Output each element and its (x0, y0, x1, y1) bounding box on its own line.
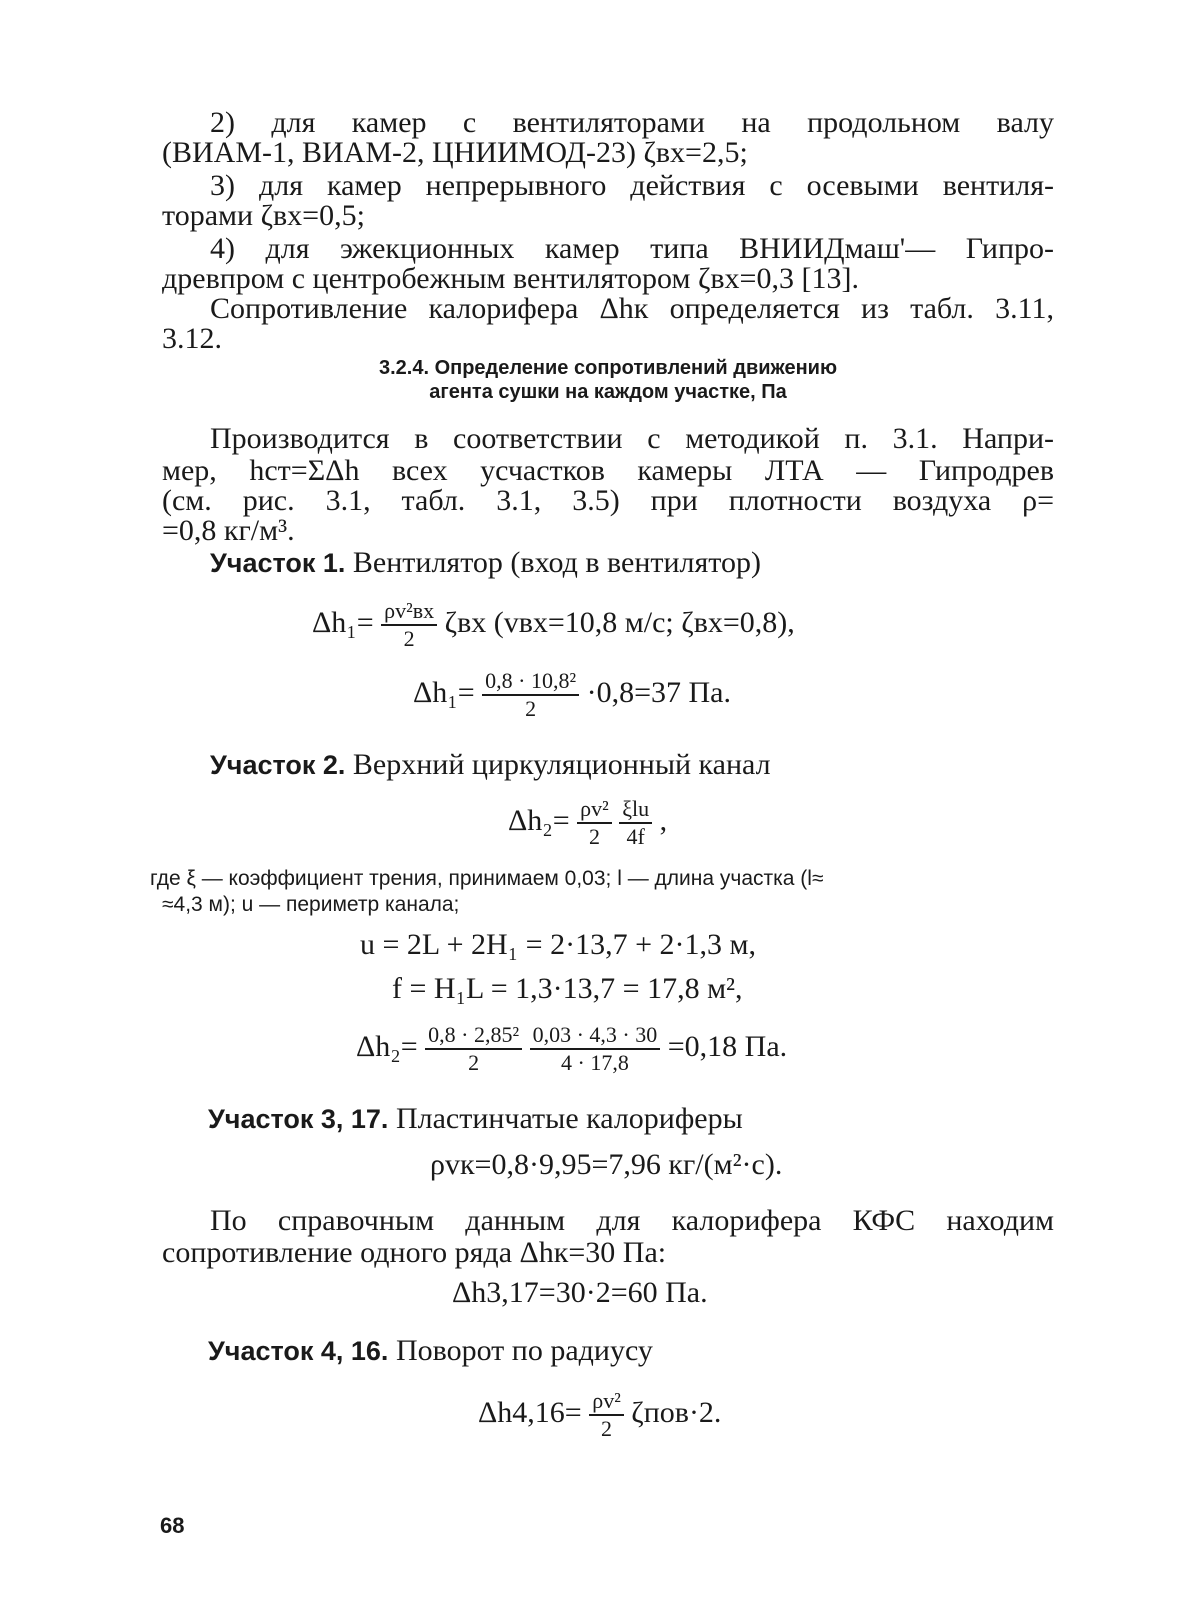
eq-rest: ζвх (vвх=10,8 м/с; ζвх=0,8), (444, 605, 795, 639)
section-heading: 3.2.4. Определение сопротивлений движению (378, 357, 838, 379)
fraction-numerator: ξlu (619, 796, 652, 824)
equation (312, 598, 795, 652)
eq-lhs: Δh₂= (508, 803, 570, 837)
fraction (530, 1022, 661, 1076)
part-heading (208, 1102, 743, 1136)
fraction (577, 796, 612, 850)
part-heading (208, 1334, 653, 1368)
fraction-denominator: 2 (601, 1416, 612, 1441)
equation (413, 668, 731, 722)
note-line: ≈4,3 м); u — периметр канала; (162, 893, 460, 916)
part-label: Участок 4, 16. (208, 1336, 389, 1366)
fraction-denominator: 2 (468, 1050, 480, 1075)
part-heading (210, 748, 771, 782)
section-heading: агента сушки на каждом участке, Па (429, 381, 787, 403)
text-line: 4) для эжекционных камер типа ВНИИДмаш'— Гипро- (210, 232, 1054, 265)
eq-rest: ·0,8=37 Па. (586, 675, 731, 709)
part-label: Участок 2. (210, 750, 346, 780)
fraction (381, 598, 437, 652)
fraction-numerator: ρv²вх (381, 598, 437, 626)
text-line: сопротивление одного ряда Δhк=30 Па: (162, 1236, 667, 1269)
text-line: =0,8 кг/м³. (162, 514, 295, 547)
part-heading (210, 546, 761, 580)
fraction-denominator: 4f (626, 824, 645, 849)
text-line: 3) для камер непрерывного действия с осевыми вентиля- (210, 169, 1054, 202)
equation: f = H₁L = 1,3·13,7 = 17,8 м², (392, 972, 743, 1005)
text-line: (ВИАМ-1, ВИАМ-2, ЦНИИМОД-23) ζвх=2,5; (162, 136, 748, 169)
fraction-denominator: 4 · 17,8 (561, 1050, 629, 1075)
fraction-denominator: 2 (588, 824, 600, 849)
fraction (482, 668, 579, 722)
note-line: где ξ — коэффициент трения, принимаем 0,03; l — длина участка (l≈ (150, 867, 824, 890)
text-line: древпром с центробежным вентилятором ζвх=0,3 [13]. (162, 262, 859, 295)
fraction-numerator: 0,03 · 4,3 · 30 (530, 1022, 661, 1050)
text-line: 3.12. (162, 322, 222, 355)
eq-rest: =0,18 Па. (667, 1029, 788, 1063)
equation: ρvк=0,8·9,95=7,96 кг/(м²·с). (430, 1148, 783, 1181)
fraction-numerator: 0,8 · 2,85² (425, 1022, 522, 1050)
text-line: мер, hст=ΣΔh всех усчастков камеры ЛТА — Гипродрев (162, 454, 1054, 487)
part-label: Участок 3, 17. (208, 1104, 389, 1134)
text-line: (см. рис. 3.1, табл. 3.1, 3.5) при плотности воздуха ρ= (162, 484, 1054, 517)
part-text: Вентилятор (вход в вентилятор) (345, 546, 762, 579)
equation: u = 2L + 2H₁ = 2·13,7 + 2·1,3 м, (360, 928, 756, 961)
fraction-numerator: 0,8 · 10,8² (482, 668, 579, 696)
eq-rest: , (659, 803, 668, 837)
part-text: Пластинчатые калориферы (388, 1102, 743, 1135)
text-line: По справочным данным для калорифера КФС находим (210, 1204, 1054, 1237)
fraction-denominator: 2 (525, 696, 537, 721)
eq-lhs: Δh4,16= (478, 1395, 582, 1429)
text-line: Сопротивление калорифера Δhк определяется из табл. 3.11, (210, 292, 1054, 325)
equation: Δh3,17=30·2=60 Па. (452, 1276, 708, 1309)
eq-lhs: Δh₁= (413, 675, 475, 709)
eq-lhs: Δh₂= (356, 1029, 418, 1063)
page-number: 68 (160, 1513, 185, 1538)
fraction-numerator: ρv² (589, 1388, 624, 1416)
part-text: Поворот по радиусу (388, 1334, 653, 1367)
fraction-denominator: 2 (403, 626, 415, 651)
equation (356, 1022, 787, 1076)
eq-lhs: Δh₁= (312, 605, 374, 639)
eq-rest: ζпов·2. (631, 1395, 722, 1429)
fraction (425, 1022, 522, 1076)
text-line: Производится в соответствии с методикой п. 3.1. Напри- (210, 422, 1054, 455)
part-text: Верхний циркуляционный канал (345, 748, 771, 781)
text-line: торами ζвх=0,5; (162, 199, 365, 232)
fraction (589, 1388, 624, 1442)
equation (508, 796, 667, 850)
part-label: Участок 1. (210, 548, 346, 578)
equation (478, 1388, 721, 1442)
fraction (619, 796, 652, 850)
fraction-numerator: ρv² (577, 796, 612, 824)
text-line: 2) для камер с вентиляторами на продольном валу (210, 106, 1054, 139)
